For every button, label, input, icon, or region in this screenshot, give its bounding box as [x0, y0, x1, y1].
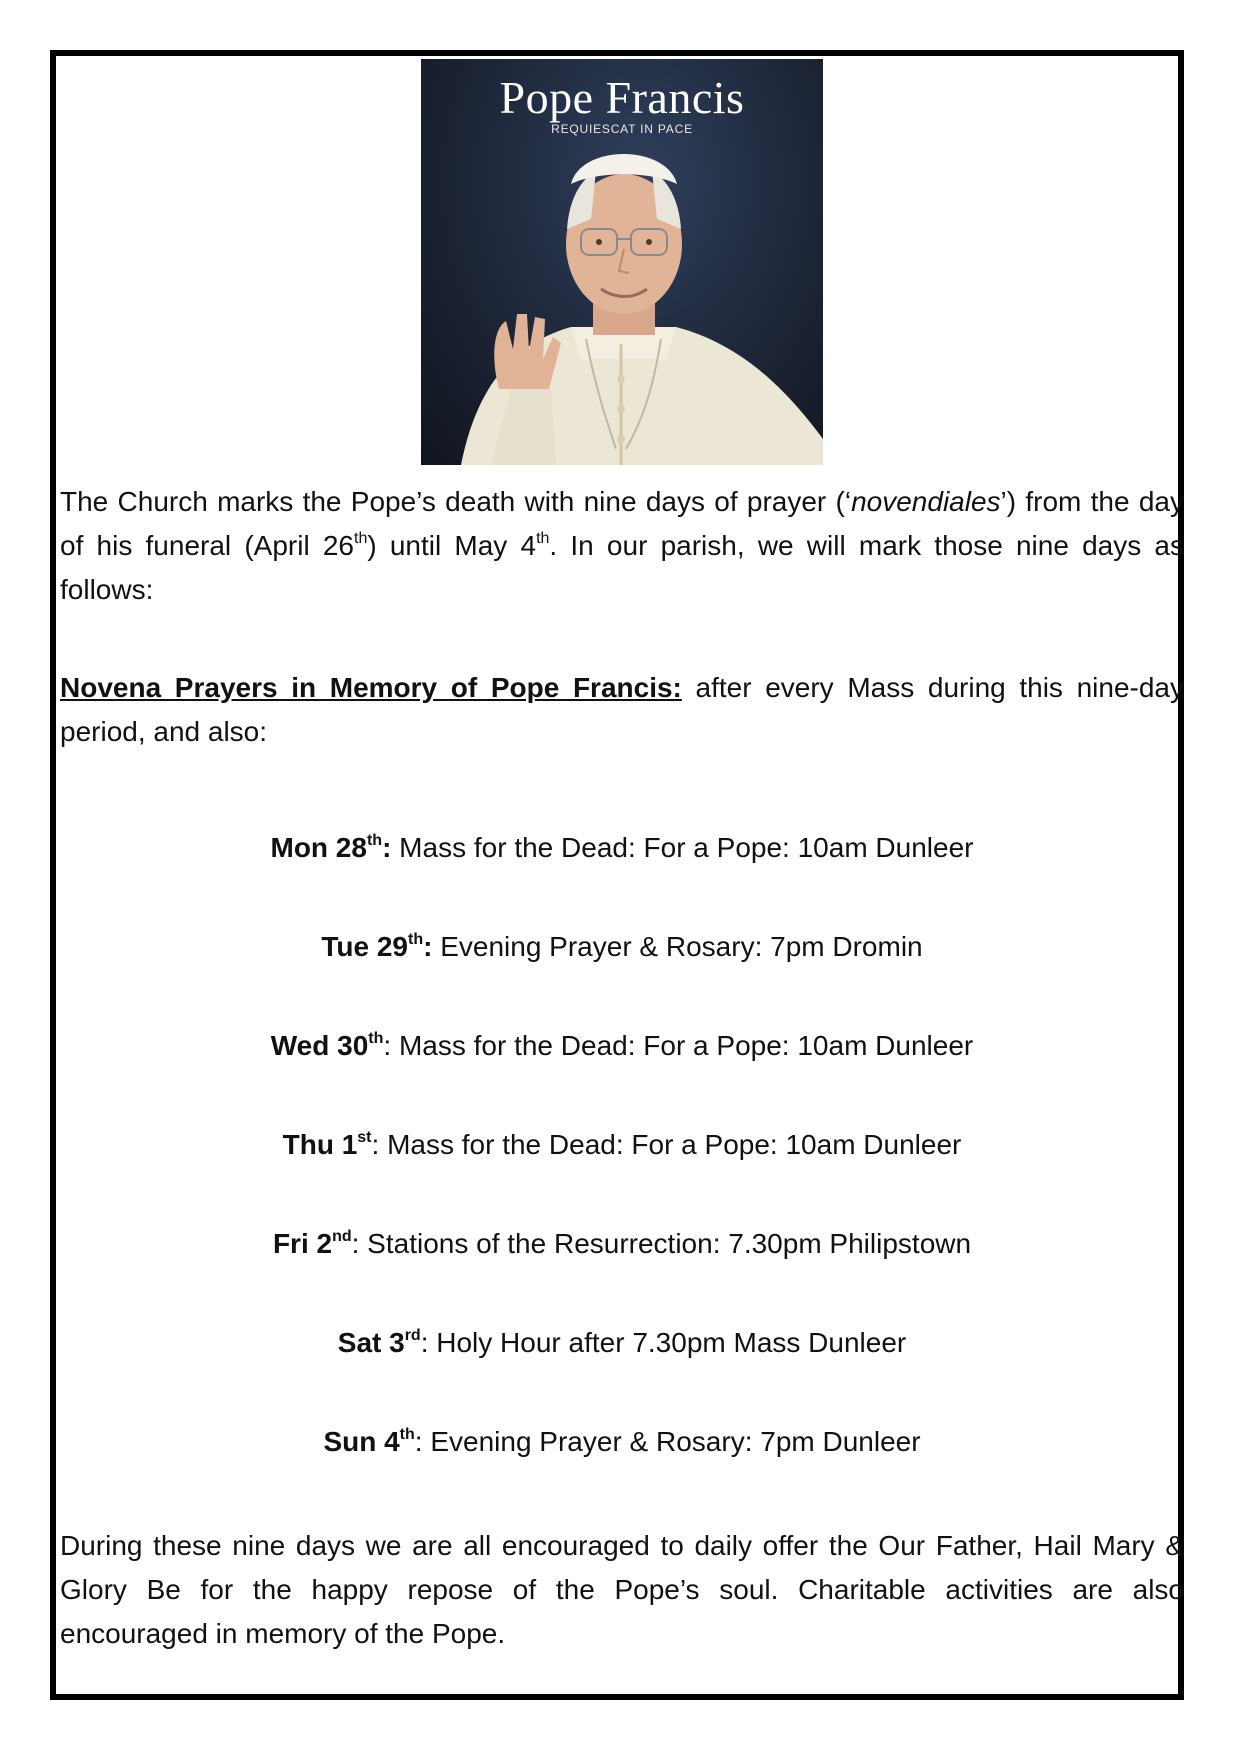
schedule-detail: Stations of the Resurrection: 7.30pm Philipstown [359, 1228, 972, 1259]
image-subtitle: REQUIESCAT IN PACE [551, 122, 693, 136]
schedule-item [60, 1024, 1184, 1123]
novena-heading: Novena Prayers in Memory of Pope Francis: [60, 672, 682, 703]
novena-paragraph [60, 666, 1184, 754]
intro-text-4: . In our parish, we will mark those nine days as follows: [60, 530, 1185, 605]
schedule-colon: : [383, 1030, 392, 1061]
schedule-item [60, 1321, 1184, 1420]
intro-sup-2: th [536, 530, 550, 547]
schedule-item [60, 1123, 1184, 1222]
schedule-day: Tue 29 [321, 931, 408, 962]
schedule-item [60, 925, 1184, 1024]
schedule-colon: : [382, 832, 392, 863]
intro-sup-1: th [354, 530, 368, 547]
schedule-detail: Mass for the Dead: For a Pope: 10am Dunleer [391, 832, 974, 863]
intro-text-3: ) until May 4 [367, 530, 537, 561]
intro-italic-term: novendiales [851, 486, 1001, 517]
schedule-item [60, 826, 1184, 925]
schedule-day-suffix: th [368, 1030, 384, 1047]
schedule-detail: Evening Prayer & Rosary: 7pm Dunleer [422, 1426, 921, 1457]
schedule-detail: Holy Hour after 7.30pm Mass Dunleer [428, 1327, 907, 1358]
schedule-day-suffix: th [366, 832, 383, 849]
novena-schedule [60, 826, 1184, 1519]
novena-text: after every Mass during this nine-day period, and also: [60, 672, 1184, 747]
intro-paragraph [60, 480, 1184, 612]
schedule-day-suffix: st [357, 1129, 372, 1146]
schedule-colon: : [420, 1327, 429, 1358]
image-title: Pope Francis [499, 72, 745, 123]
schedule-item [60, 1222, 1184, 1321]
schedule-day: Fri 2 [272, 1228, 333, 1259]
intro-text-2: ’) from the day of his funeral (April 26 [60, 486, 1184, 561]
schedule-colon: : [414, 1426, 423, 1457]
schedule-day-suffix: th [399, 1426, 415, 1443]
schedule-day: Sun 4 [323, 1426, 400, 1457]
schedule-colon: : [423, 931, 433, 962]
closing-paragraph: During these nine days we are all encouraged to daily offer the Our Father, Hail Mary & Glory Be for the happy repose of the Pope’s soul. Charitable activities are also encouraged in memory of the Pope. [60, 1530, 1184, 1649]
schedule-detail: Evening Prayer & Rosary: 7pm Dromin [432, 931, 923, 962]
schedule-day-suffix: th [408, 931, 424, 948]
schedule-detail: Mass for the Dead: For a Pope: 10am Dunleer [391, 1030, 974, 1061]
schedule-day: Wed 30 [270, 1030, 369, 1061]
schedule-day: Thu 1 [282, 1129, 358, 1160]
schedule-day-suffix: rd [404, 1327, 421, 1344]
pope-portrait-image [421, 59, 823, 465]
schedule-item [60, 1420, 1184, 1519]
schedule-day-suffix: nd [332, 1228, 352, 1245]
schedule-detail: Mass for the Dead: For a Pope: 10am Dunleer [379, 1129, 962, 1160]
schedule-day: Mon 28 [270, 832, 367, 863]
schedule-colon: : [371, 1129, 380, 1160]
schedule-colon: : [351, 1228, 360, 1259]
schedule-day: Sat 3 [337, 1327, 405, 1358]
intro-text-1: The Church marks the Pope’s death with nine days of prayer (‘ [60, 486, 852, 517]
